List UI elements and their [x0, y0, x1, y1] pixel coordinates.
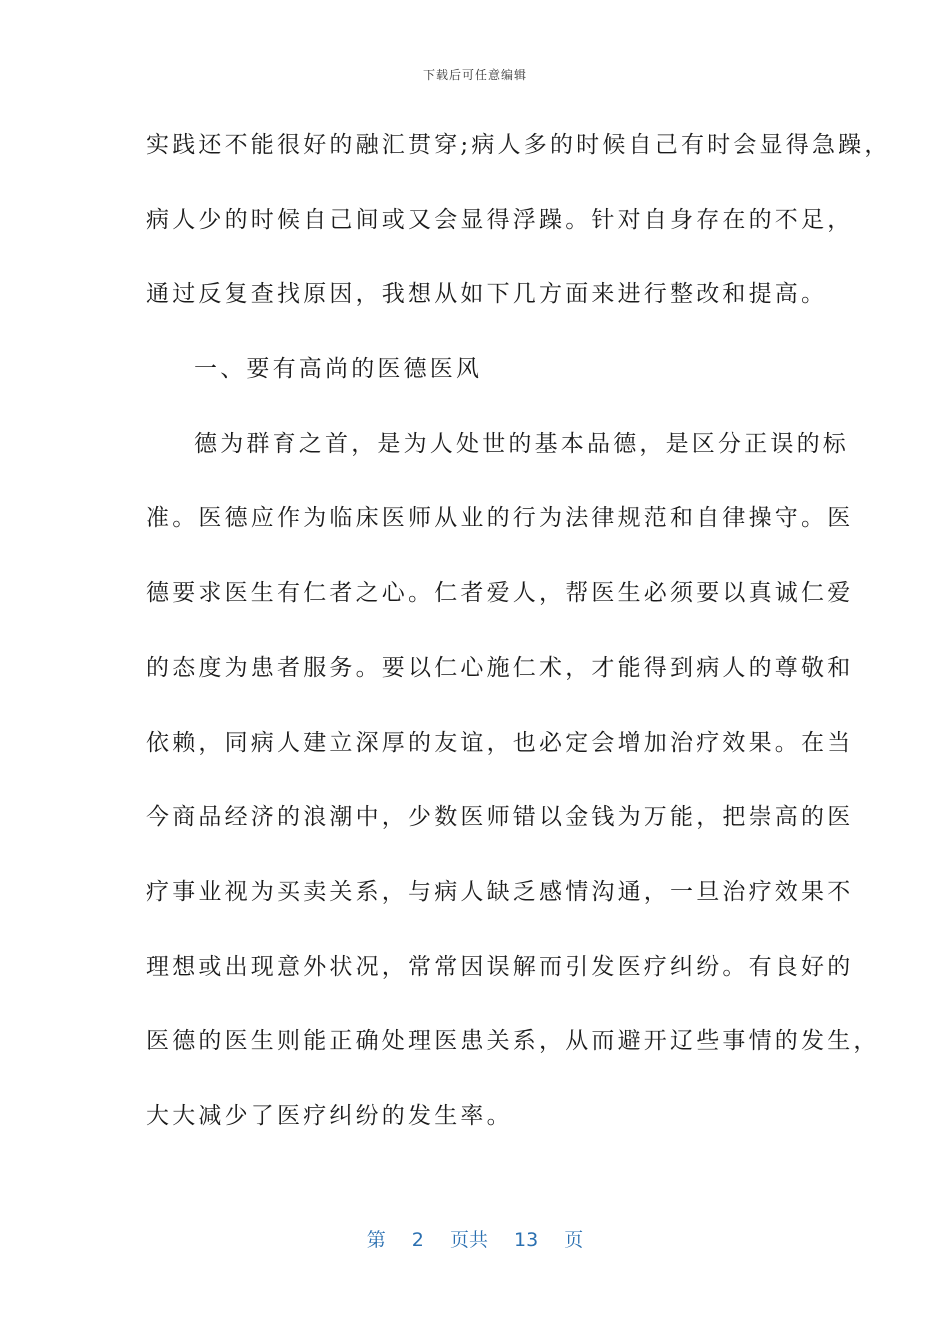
footer-middle: 页共 — [449, 1229, 488, 1251]
text-line: 德为群育之首，是为人处世的基本品德，是区分正误的标 — [194, 430, 849, 457]
text-line: 疗事业视为买卖关系，与病人缺乏感情沟通，一旦治疗效果不 — [146, 878, 854, 905]
text-line: 的态度为患者服务。要以仁心施仁术，才能得到病人的尊敬和 — [146, 654, 854, 681]
text-line: 理想或出现意外状况，常常因误解而引发医疗纠纷。有良好的 — [146, 953, 854, 980]
section-heading: 一、要有高尚的医德医风 — [194, 356, 483, 383]
text-line: 实践还不能很好的融汇贯穿;病人多的时候自己有时会显得急躁， — [146, 132, 891, 158]
header-note: 下载后可任意编辑 — [422, 68, 527, 82]
text-line: 依赖，同病人建立深厚的友谊，也必定会增加治疗效果。在当 — [146, 729, 854, 756]
footer-total-pages: 13 — [514, 1229, 539, 1251]
page-footer — [0, 1225, 950, 1252]
text-line: 今商品经济的浪潮中，少数医师错以金钱为万能，把崇高的医 — [146, 804, 854, 831]
footer-suffix: 页 — [564, 1229, 584, 1251]
footer-prefix: 第 — [366, 1229, 386, 1251]
footer-page-number: 2 — [411, 1229, 424, 1251]
document-body — [146, 125, 891, 1171]
text-line: 准。医德应作为临床医师从业的行为法律规范和自律操守。医 — [146, 505, 854, 532]
text-line: 通过反复查找原因，我想从如下几方面来进行整改和提高。 — [146, 281, 828, 308]
text-line: 大大减少了医疗纠纷的发生率。 — [146, 1102, 513, 1129]
text-line: 德要求医生有仁者之心。仁者爱人，帮医生必须要以真诚仁爱 — [146, 580, 854, 607]
text-line: 医德的医生则能正确处理医患关系，从而避开辽些事情的发生， — [146, 1028, 880, 1055]
text-line: 病人少的时候自己间或又会显得浮躁。针对自身存在的不足， — [146, 206, 854, 233]
